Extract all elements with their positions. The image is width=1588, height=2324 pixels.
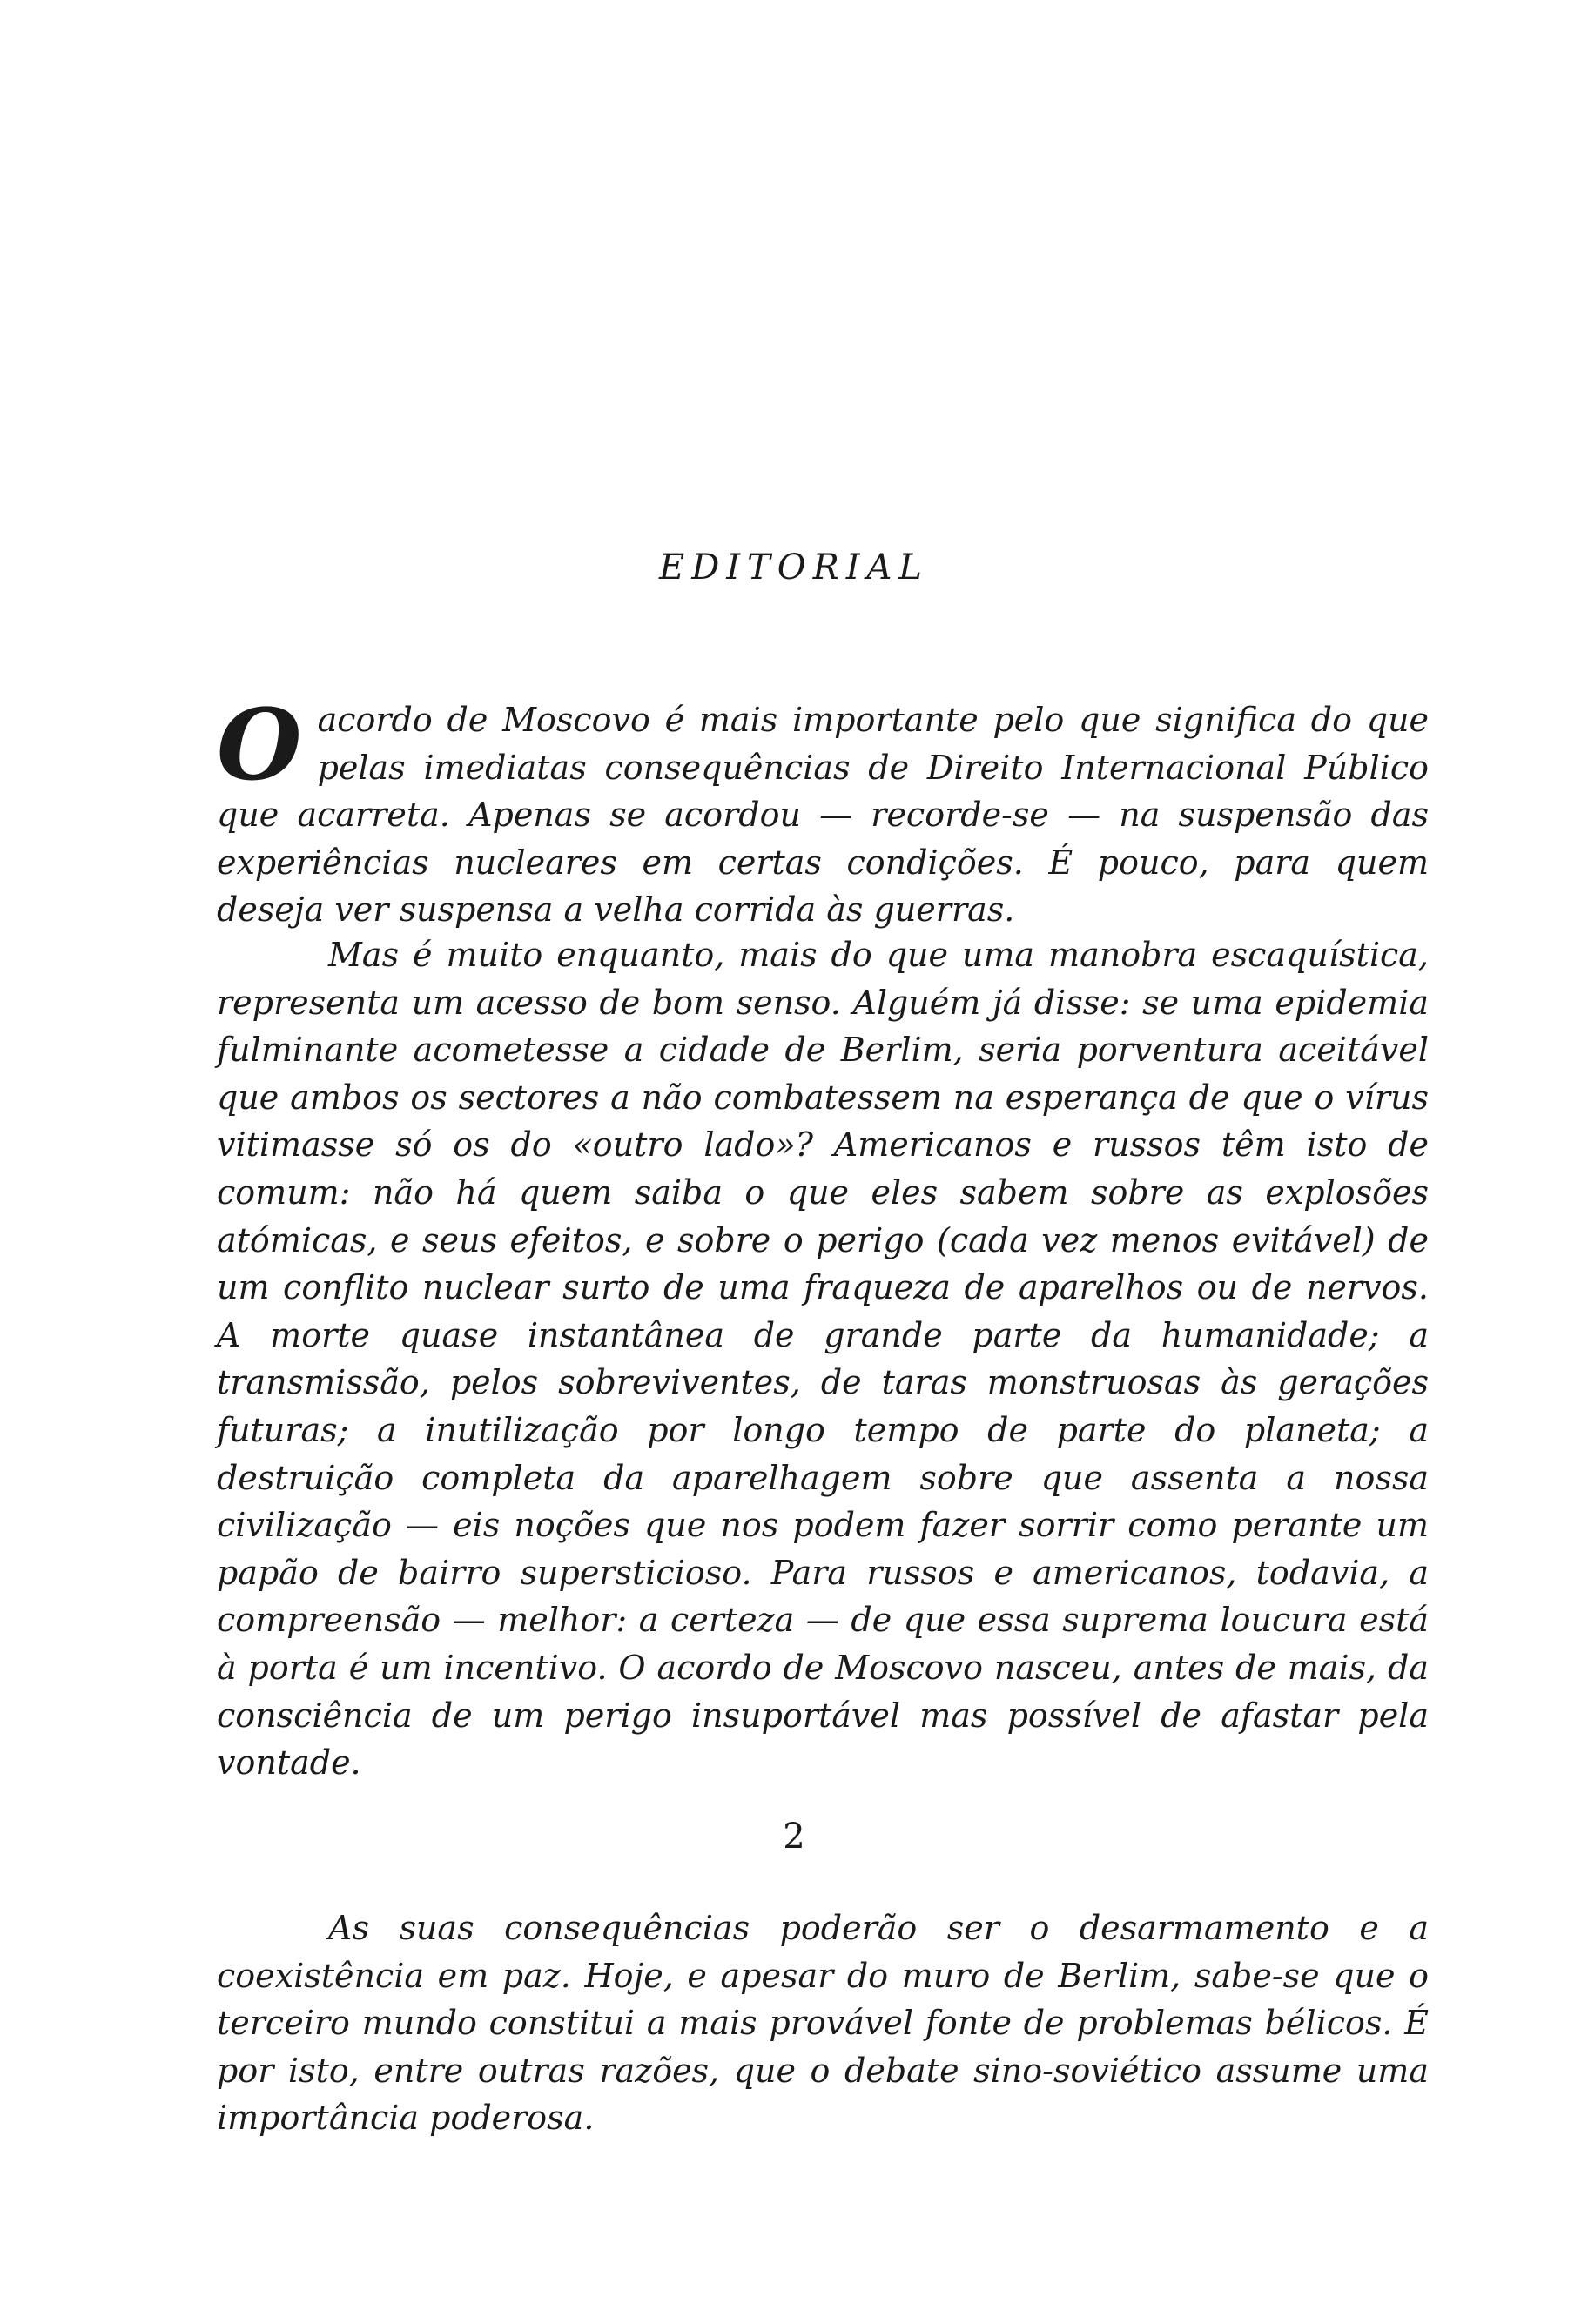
paragraph-1-text: acordo de Moscovo é mais importante pelo que significa do que pelas imediatas consequências de Direito Internacional Público que acarreta. Apenas se acordou — recorde-se — na suspensão das experiências nucleares em certas condições. É pouco, para quem deseja ver suspensa a velha corrida às guerras. [217, 701, 1429, 930]
section-number: 2 [783, 1817, 805, 1857]
paragraph-1 [217, 688, 1429, 934]
drop-cap: O [217, 688, 302, 803]
page-title: EDITORIAL [659, 547, 929, 588]
paragraph-3-text: As suas consequências poderão ser o desarmamento e a coexistência em paz. Hoje, e apesar do muro de Berlim, sabe-se que o terceiro mundo constitui a mais provável fonte de problemas bélicos. É por isto, entre outras razões, que o debate sino-soviético assume uma importância poderosa. [217, 1909, 1429, 2138]
paragraph-3 [217, 1904, 1429, 2142]
paragraph-2-text: Mas é muito enquanto, mais do que uma manobra escaquística, representa um acesso de bom senso. Alguém já disse: se uma epidemia fulminante acometesse a cidade de Berlim, seria porventura aceitável que ambos os sectores a não combatessem na esperança de que o vírus vitimasse só os do «outro lado»? Americanos e russos têm isto de comum: não há quem saiba o que eles sabem sobre as explosões atómicas, e seus efeitos, e sobre o perigo (cada vez menos evitável) de um conflito nuclear surto de uma fraqueza de aparelhos ou de nervos. A morte quase instantânea de grande parte da humanidade; a transmissão, pelos sobreviventes, de taras monstruosas às gerações futuras; a inutilização por longo tempo de parte do planeta; a destruição completa da aparelhagem sobre que assenta a nossa civilização — eis noções que nos podem fazer sorrir como perante um papão de bairro supersticioso. Para russos e americanos, todavia, a compreensão — melhor: a certeza — de que essa suprema loucura está à porta é um incentivo. O acordo de Moscovo nasceu, antes de mais, da consciência de um perigo insuportável mas possível de afastar pela vontade. [217, 936, 1429, 1783]
paragraph-2 [217, 931, 1429, 1787]
